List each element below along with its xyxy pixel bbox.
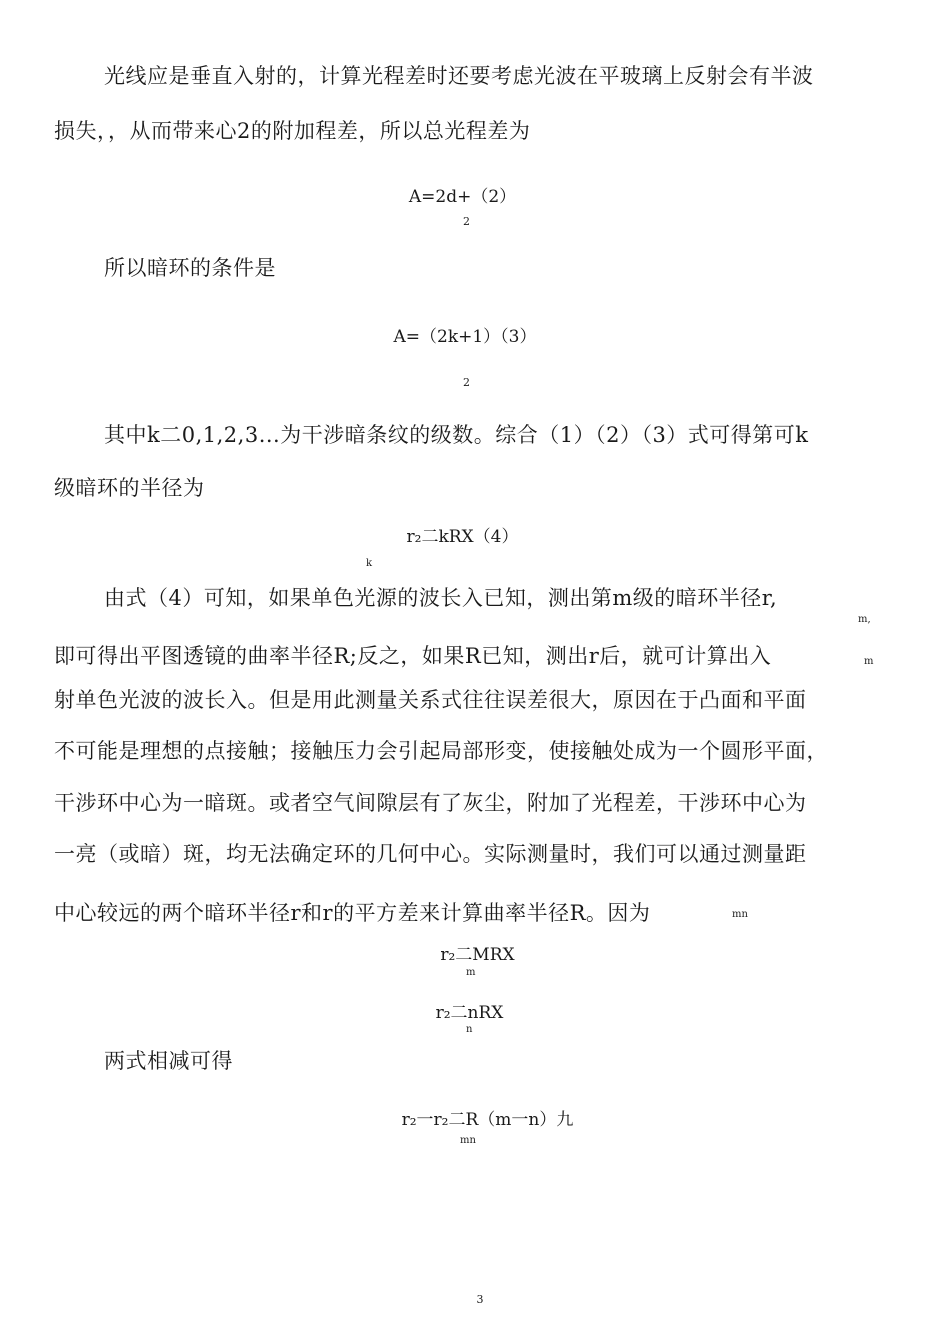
subscript: mn (732, 909, 748, 920)
subscript: m (864, 656, 874, 667)
paragraph-line: 即可得出平图透镜的曲率半径R;反之，如果R已知，测出r后，就可计算出入 (54, 644, 772, 668)
paragraph-line: 其中k二0,1,2,3...为干涉暗条纹的级数。综合（1）（2）（3）式可得第可k (104, 423, 809, 447)
paragraph-line: 损失，，从而带来心2的附加程差，所以总光程差为 (54, 119, 531, 143)
paragraph-line: 所以暗环的条件是 (104, 256, 276, 280)
paragraph-line: 光线应是垂直入射的，计算光程差时还要考虑光波在平玻璃上反射会有半波 (104, 64, 814, 88)
paragraph-line: 射单色光波的波长入。但是用此测量关系式往往误差很大，原因在于凸面和平面 (54, 688, 807, 712)
paragraph-line: 中心较远的两个暗环半径r和r的平方差来计算曲率半径R。因为 (54, 901, 651, 925)
paragraph-line: 两式相减可得 (104, 1049, 233, 1073)
paragraph-line: 由式（4）可知，如果单色光源的波长入已知，测出第m级的暗环半径r, (104, 586, 778, 610)
subscript: m, (858, 614, 871, 625)
equation-5-subscript: n (466, 1024, 473, 1035)
paragraph-line: 一亮（或暗）斑，均无法确定环的几何中心。实际测量时，我们可以通过测量距 (54, 842, 807, 866)
page-number: 3 (476, 1293, 484, 1306)
equation-6-subscript: mn (460, 1135, 476, 1146)
paragraph-line: 不可能是理想的点接触；接触压力会引起局部形变，使接触处成为一个圆形平面， (54, 739, 828, 763)
equation-5: r₂二nRX (435, 1003, 504, 1023)
equation-3: r₂二kRX（4） (406, 527, 519, 547)
equation-2-denominator: 2 (463, 376, 470, 389)
equation-4-subscript: m (466, 967, 476, 978)
equation-4: r₂二MRX (440, 945, 515, 965)
equation-6: r₂一r₂二R（m一n）九 (401, 1110, 574, 1130)
equation-2: A=（2k+1）（3） (393, 327, 537, 347)
paragraph-line: 级暗环的半径为 (54, 476, 205, 500)
equation-3-subscript: k (366, 558, 373, 569)
equation-1: A=2d+（2） (408, 187, 517, 207)
paragraph-line: 干涉环中心为一暗斑。或者空气间隙层有了灰尘，附加了光程差，干涉环中心为 (54, 791, 807, 815)
equation-1-denominator: 2 (463, 215, 470, 228)
